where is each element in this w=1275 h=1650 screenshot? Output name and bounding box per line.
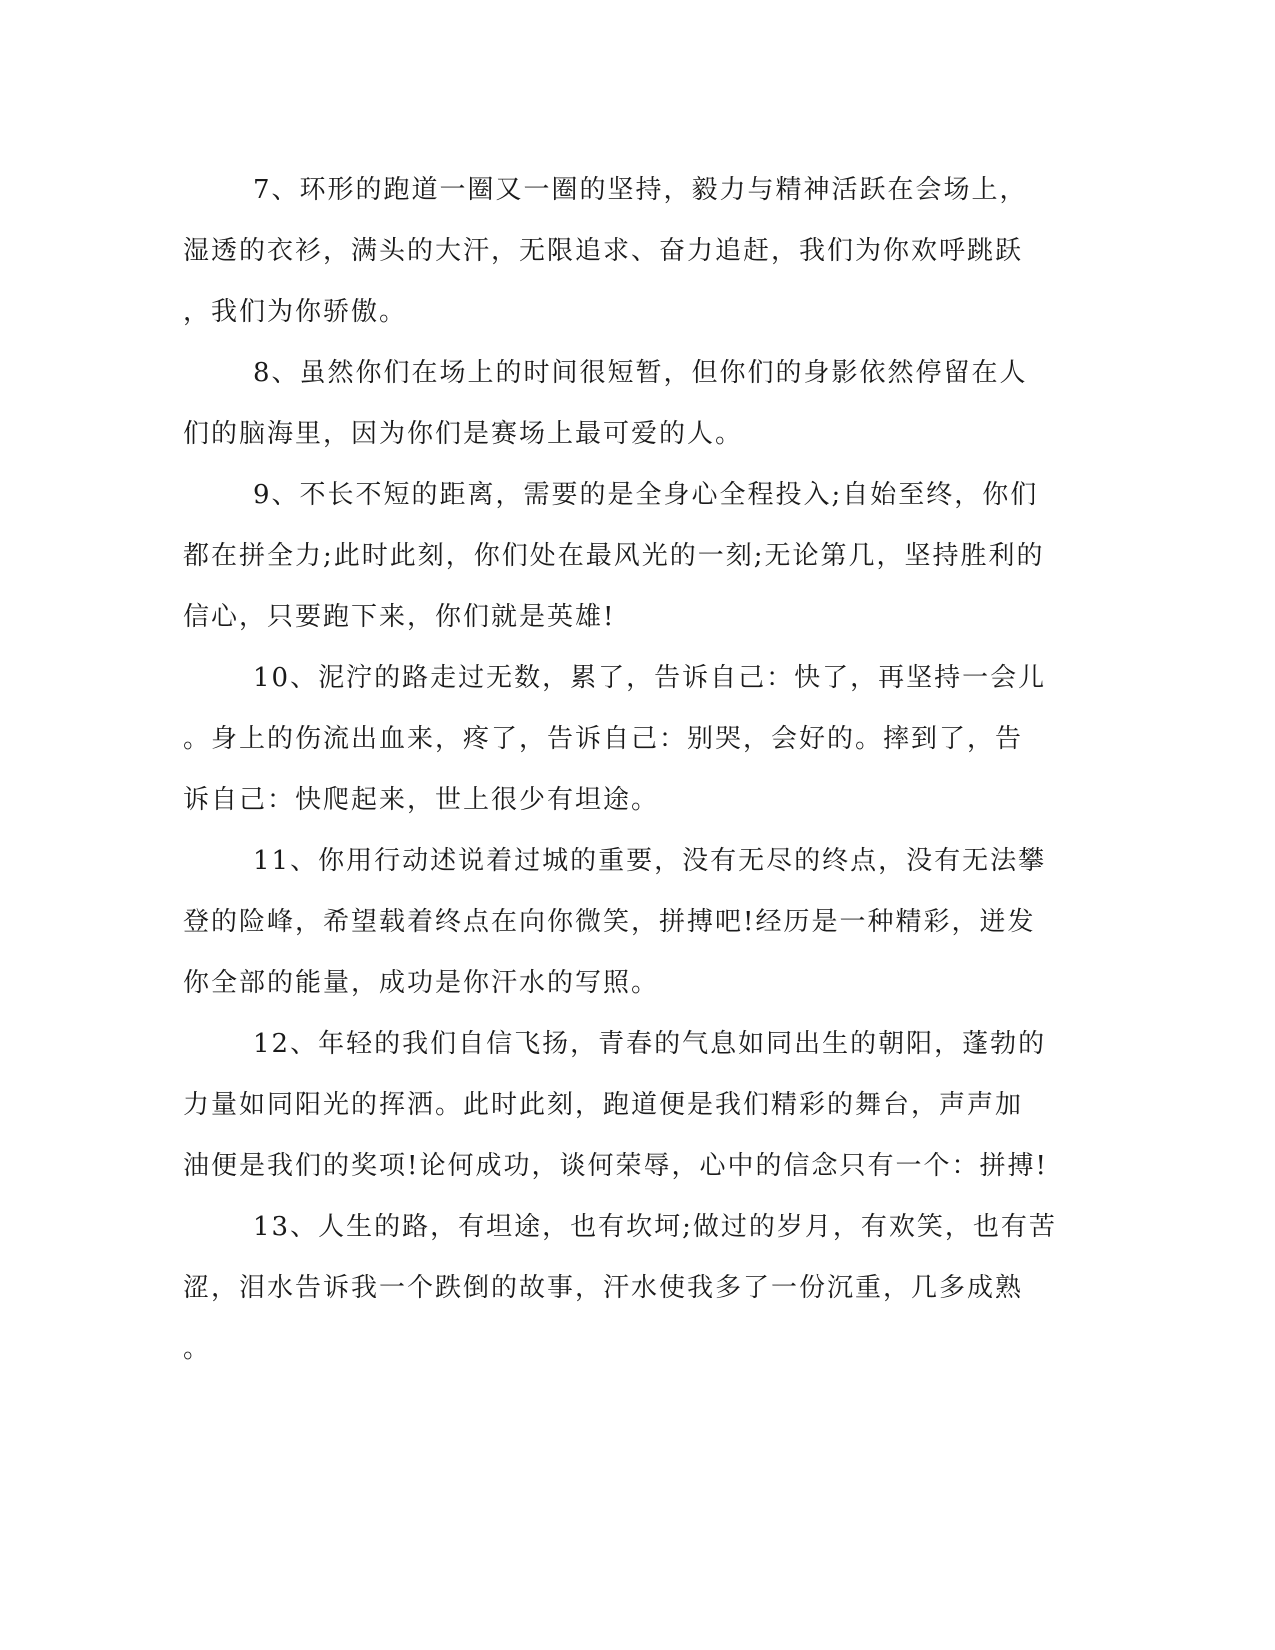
paragraph-11-line-3: 你全部的能量，成功是你汗水的写照。 [183, 968, 660, 998]
paragraph-10-line-2: 。身上的伤流出血来，疼了，告诉自己：别哭，会好的。摔到了，告 [183, 724, 1024, 754]
paragraph-12-line-1: 12、年轻的我们自信飞扬，青春的气息如同出生的朝阳，蓬勃的 [253, 1029, 1047, 1059]
paragraph-12-line-3: 油便是我们的奖项!论何成功，谈何荣辱，心中的信念只有一个：拼搏! [183, 1151, 1048, 1181]
paragraph-7-line-2: 湿透的衣衫，满头的大汗，无限追求、奋力追赶，我们为你欢呼跳跃 [183, 236, 1024, 266]
paragraph-9-line-2: 都在拼全力;此时此刻，你们处在最风光的一刻;无论第几，坚持胜利的 [183, 541, 1045, 571]
paragraph-12-line-2: 力量如同阳光的挥洒。此时此刻，跑道便是我们精彩的舞台，声声加 [183, 1090, 1024, 1120]
paragraph-10-line-3: 诉自己：快爬起来，世上很少有坦途。 [183, 785, 660, 815]
paragraph-8-line-2: 们的脑海里，因为你们是赛场上最可爱的人。 [183, 419, 744, 449]
paragraph-10-line-1: 10、泥泞的路走过无数，累了，告诉自己：快了，再坚持一会儿 [253, 663, 1047, 693]
paragraph-13-line-1: 13、人生的路，有坦途，也有坎坷;做过的岁月，有欢笑，也有苦 [253, 1212, 1057, 1242]
paragraph-13-line-2: 涩，泪水告诉我一个跌倒的故事，汗水使我多了一份沉重，几多成熟 [183, 1273, 1024, 1303]
paragraph-11-line-2: 登的险峰，希望载着终点在向你微笑，拼搏吧!经历是一种精彩，迸发 [183, 907, 1036, 937]
paragraph-11-line-1: 11、你用行动述说着过城的重要，没有无尽的终点，没有无法攀 [253, 846, 1047, 876]
paragraph-13-line-3: 。 [183, 1334, 212, 1364]
paragraph-7-line-1: 7、环形的跑道一圈又一圈的坚持，毅力与精神活跃在会场上， [253, 175, 1028, 205]
paragraph-8-line-1: 8、虽然你们在场上的时间很短暂，但你们的身影依然停留在人 [253, 358, 1028, 388]
paragraph-9-line-3: 信心，只要跑下来，你们就是英雄! [183, 602, 616, 632]
paragraph-9-line-1: 9、不长不短的距离，需要的是全身心全程投入;自始至终，你们 [253, 480, 1039, 510]
paragraph-7-line-3: ，我们为你骄傲。 [183, 297, 408, 327]
document-body [183, 160, 1057, 1380]
